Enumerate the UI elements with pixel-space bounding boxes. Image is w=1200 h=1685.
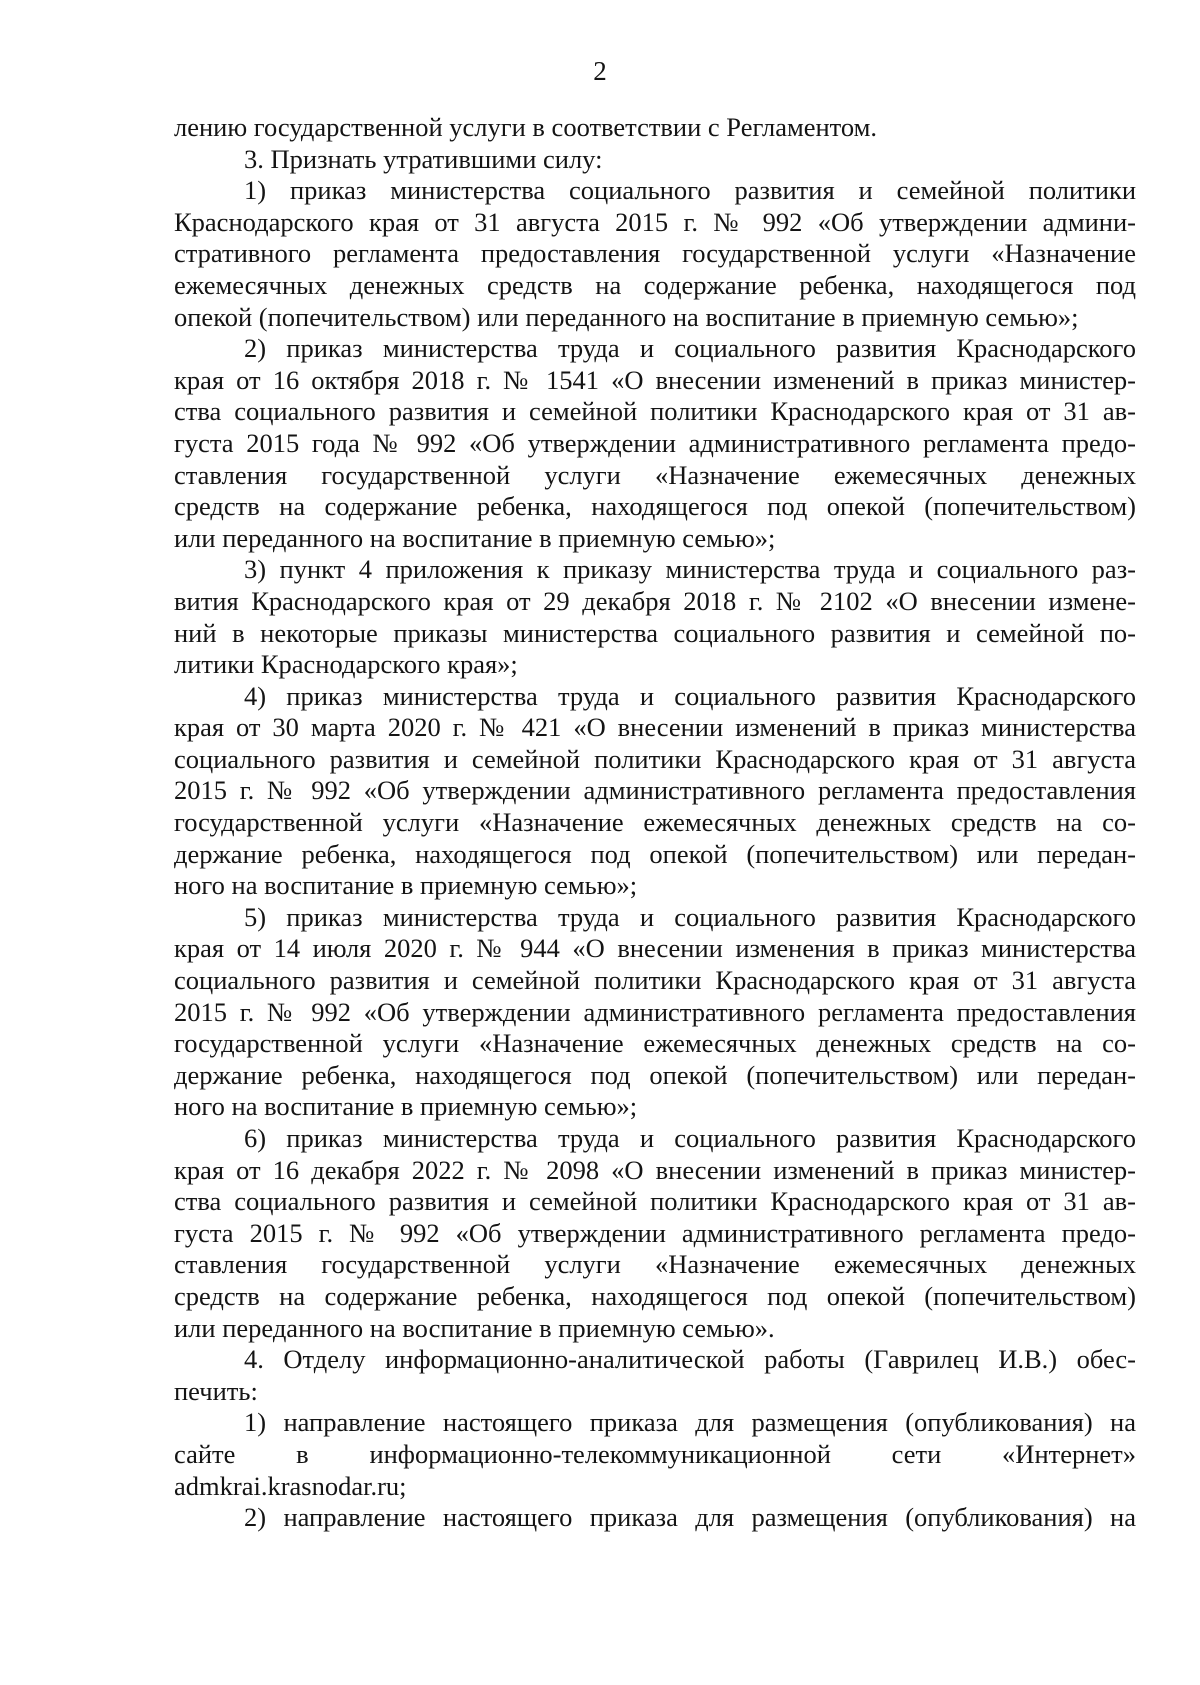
text-line: 6) приказ министерства труда и социального развития Краснодарского <box>244 1123 1136 1153</box>
text-line: густа 2015 г. № 992 «Об утверждении административного регламента предо- <box>174 1217 1136 1248</box>
text-line: густа 2015 года № 992 «Об утверждении административного регламента предо- <box>174 427 1136 458</box>
text-line: 3. Признать утратившими силу: <box>244 143 603 174</box>
text-line: Краснодарского края от 31 августа 2015 г. № 992 «Об утверждении админи- <box>174 206 1136 237</box>
text-line: admkrai.krasnodar.ru; <box>174 1470 407 1501</box>
text-line: 1) приказ министерства социального развития и семейной политики <box>244 175 1136 206</box>
text-line: держание ребенка, находящегося под опекой (попечительством) или передан- <box>174 1059 1136 1090</box>
text-line: печить: <box>174 1375 258 1406</box>
text-line: ежемесячных денежных средств на содержание ребенка, находящегося под <box>174 269 1136 300</box>
text-line: 4. Отделу информационно-аналитической работы (Гаврилец И.В.) обес- <box>244 1344 1136 1375</box>
text-line: 5) приказ министерства труда и социального развития Краснодарского <box>244 901 1136 932</box>
text-line: социального развития и семейной политики Краснодарского края от 31 августа <box>174 965 1136 996</box>
text-line: ставления государственной услуги «Назначение ежемесячных денежных <box>174 1249 1136 1280</box>
text-line: края от 16 октября 2018 г. № 1541 «О внесении изменений в приказ министер- <box>174 364 1136 395</box>
text-line: 2) приказ министерства труда и социального развития Краснодарского <box>244 333 1136 364</box>
text-line: края от 16 декабря 2022 г. № 2098 «О внесении изменений в приказ министер- <box>174 1154 1136 1185</box>
text-line: государственной услуги «Назначение ежемесячных денежных средств на со- <box>174 807 1136 838</box>
text-line: опекой (попечительством) или переданного на воспитание в приемную семью»; <box>174 301 1079 332</box>
text-line: 2) направление настоящего приказа для размещения (опубликования) на <box>244 1502 1136 1533</box>
text-line: или переданного на воспитание в приемную семью»; <box>174 522 776 553</box>
text-line: ного на воспитание в приемную семью»; <box>174 870 638 901</box>
text-line: вития Краснодарского края от 29 декабря 2018 г. № 2102 «О внесении измене- <box>174 585 1136 616</box>
text-line: держание ребенка, находящегося под опекой (попечительством) или передан- <box>174 838 1136 869</box>
text-line: края от 14 июля 2020 г. № 944 «О внесении изменения в приказ министерства <box>174 933 1136 964</box>
text-line: 4) приказ министерства труда и социального развития Краснодарского <box>244 680 1136 711</box>
text-line: 2015 г. № 992 «Об утверждении административного регламента предоставления <box>174 996 1136 1027</box>
text-line: сайте в информационно-телекоммуникационной сети «Интернет» <box>174 1438 1136 1469</box>
text-line: 3) пункт 4 приложения к приказу министерства труда и социального раз- <box>244 554 1136 585</box>
text-line: лению государственной услуги в соответствии с Регламентом. <box>174 112 878 142</box>
text-line: 2015 г. № 992 «Об утверждении административного регламента предоставления <box>174 775 1136 806</box>
text-line: социального развития и семейной политики Краснодарского края от 31 августа <box>174 743 1136 774</box>
text-line: ства социального развития и семейной политики Краснодарского края от 31 ав- <box>174 1186 1136 1217</box>
text-line: ного на воспитание в приемную семью»; <box>174 1091 638 1122</box>
text-line: края от 30 марта 2020 г. № 421 «О внесении изменений в приказ министерства <box>174 712 1136 743</box>
text-line: средств на содержание ребенка, находящегося под опекой (попечительством) <box>174 491 1136 522</box>
text-line: или переданного на воспитание в приемную семью». <box>174 1312 775 1343</box>
document-body <box>174 112 1136 1534</box>
text-line: ства социального развития и семейной политики Краснодарского края от 31 ав- <box>174 396 1136 427</box>
text-line: литики Краснодарского края»; <box>174 649 518 680</box>
text-line: ставления государственной услуги «Назначение ежемесячных денежных <box>174 459 1136 490</box>
text-line: средств на содержание ребенка, находящегося под опекой (попечительством) <box>174 1280 1136 1311</box>
text-line: ний в некоторые приказы министерства социального развития и семейной по- <box>174 617 1136 648</box>
page-number: 2 <box>593 56 607 86</box>
text-line: государственной услуги «Назначение ежемесячных денежных средств на со- <box>174 1028 1136 1059</box>
text-line: стративного регламента предоставления государственной услуги «Назначение <box>174 238 1136 269</box>
text-line: 1) направление настоящего приказа для размещения (опубликования) на <box>244 1407 1136 1438</box>
